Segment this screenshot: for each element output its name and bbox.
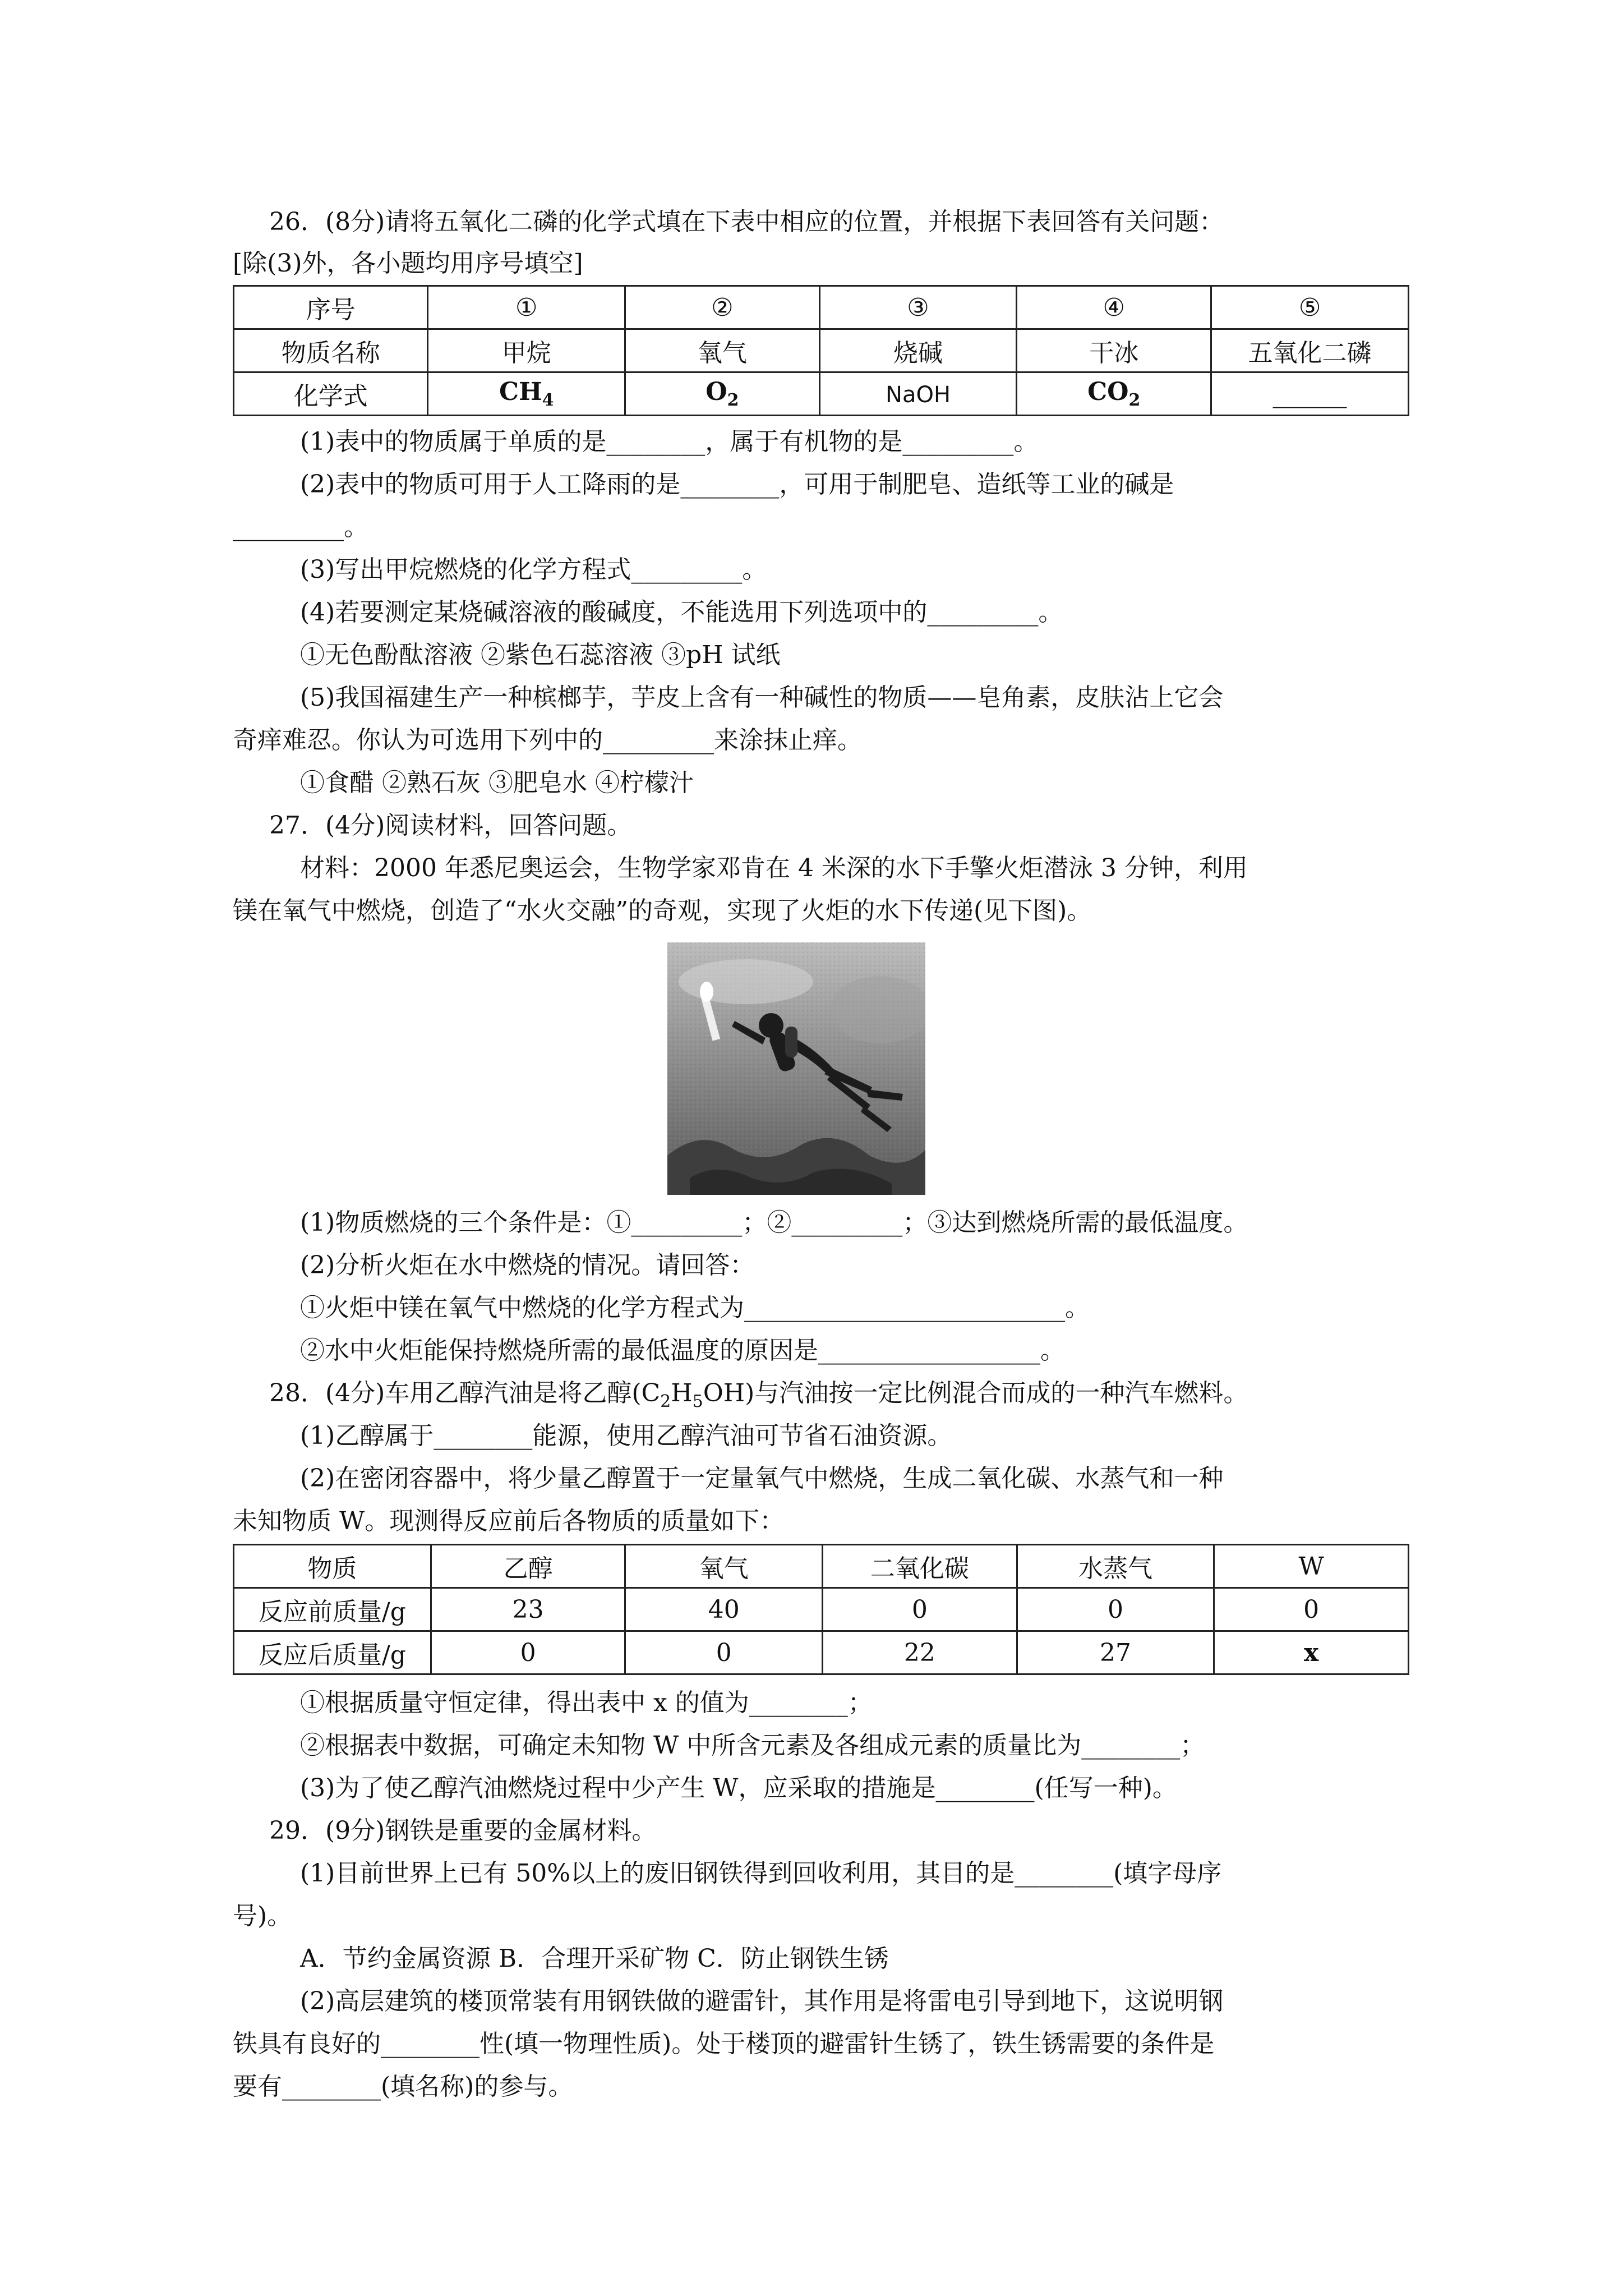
formula-co2: $CO_2$ [1017, 372, 1211, 416]
q26-header-cell: 序号 [234, 286, 428, 329]
q26-name-cell: 物质名称 [234, 329, 428, 372]
q26-p3: (3)写出甲烷燃烧的化学方程式_________。 [300, 555, 767, 584]
q28-after-row [234, 1631, 1409, 1674]
q26-formula-row [234, 372, 1409, 416]
q28-cell: 0 [1017, 1588, 1214, 1631]
q29-p1a: (1)目前世界上已有 50%以上的废旧钢铁得到回收利用，其目的是________(填字母序 [300, 1859, 1222, 1888]
q26-p1: (1)表中的物质属于单质的是________，属于有机物的是_________。 [300, 427, 1039, 456]
q28-header-cell: W [1214, 1545, 1409, 1588]
q28-cell: 0 [625, 1631, 823, 1674]
q28-header-cell: 氧气 [625, 1545, 823, 1588]
q26-header-cell: ② [625, 286, 820, 329]
formula-ch4: $CH_4$ [428, 372, 625, 416]
q27-p2a: ①火炬中镁在氧气中燃烧的化学方程式为__________________________。 [300, 1294, 1090, 1322]
q26-title: 26．(8分)请将五氧化二磷的化学式填在下表中相应的位置，并根据下表回答有关问题： [269, 208, 1224, 236]
q26-p4: (4)若要测定某烧碱溶液的酸碱度，不能选用下列选项中的_________。 [300, 598, 1063, 627]
q26-name-row [234, 329, 1409, 372]
q26-p5-options: ①食醋 ②熟石灰 ③肥皂水 ④柠檬汁 [300, 769, 694, 797]
q27-material-1: 材料：2000 年悉尼奥运会，生物学家邓肯在 4 米深的水下手擎火炬潜泳 3 分钟，利用 [300, 854, 1248, 882]
q28-header-cell: 二氧化碳 [823, 1545, 1017, 1588]
q28-cell: 27 [1017, 1631, 1214, 1674]
q28-header-cell: 物质 [234, 1545, 431, 1588]
q29-p2c: 要有________(填名称)的参与。 [233, 2072, 573, 2101]
q28-p2a: (2)在密闭容器中，将少量乙醇置于一定量氧气中燃烧，生成二氧化碳、水蒸气和一种 [300, 1464, 1224, 1493]
q27-p2b: ②水中火炬能保持燃烧所需的最低温度的原因是__________________。 [300, 1336, 1065, 1365]
q26-header-cell: ① [428, 286, 625, 329]
q27-p2: (2)分析火炬在水中燃烧的情况。请回答： [300, 1251, 755, 1280]
q28-cell: 0 [1214, 1588, 1409, 1631]
q28-p3: (3)为了使乙醇汽油燃烧过程中少产生 W，应采取的措施是________(任写一种)。 [300, 1774, 1177, 1802]
q28-header-cell: 乙醇 [431, 1545, 625, 1588]
q26-name-cell: 干冰 [1017, 329, 1211, 372]
q26-p5b: 奇痒难忍。你认为可选用下列中的_________来涂抹止痒。 [233, 726, 862, 754]
q26-table [233, 285, 1409, 416]
q28-cell: 23 [431, 1588, 625, 1631]
q26-p5a: (5)我国福建生产一种槟榔芋，芋皮上含有一种碱性的物质——皂角素，皮肤沾上它会 [300, 683, 1224, 712]
q26-name-cell: 五氧化二磷 [1211, 329, 1409, 372]
q28-q2: ②根据表中数据，可确定未知物 W 中所含元素及各组成元素的质量比为________； [300, 1731, 1205, 1760]
underwater-torch-photo [667, 942, 925, 1195]
q28-cell: 反应后质量/g [234, 1631, 431, 1674]
q26-header-cell: ③ [819, 286, 1017, 329]
q28-cell: 22 [823, 1631, 1017, 1674]
q27-material-2: 镁在氧气中燃烧，创造了“水火交融”的奇观，实现了火炬的水下传递(见下图)。 [233, 896, 1092, 925]
q28-header-row [234, 1545, 1409, 1588]
q29-title: 29．(9分)钢铁是重要的金属材料。 [269, 1816, 657, 1845]
q26-name-cell: 烧碱 [819, 329, 1017, 372]
formula-o2: $O_2$ [625, 372, 820, 416]
q26-header-row [234, 286, 1409, 329]
q29-p1b: 号)。 [233, 1902, 292, 1930]
q28-p2b: 未知物质 W。现测得反应前后各物质的质量如下： [233, 1507, 785, 1535]
q26-p2a: (2)表中的物质可用于人工降雨的是________，可用于制肥皂、造纸等工业的碱是 [300, 470, 1174, 499]
q28-cell: 反应前质量/g [234, 1588, 431, 1631]
q26-name-cell: 氧气 [625, 329, 820, 372]
q27-p1: (1)物质燃烧的三个条件是：①_________；②_________；③达到燃烧所需的最低温度。 [300, 1208, 1248, 1237]
q26-formula-label: 化学式 [234, 372, 428, 416]
q29-p2a: (2)高层建筑的楼顶常装有用钢铁做的避雷针，其作用是将雷电引导到地下，这说明钢 [300, 1987, 1224, 2016]
q26-p2b: _________。 [233, 513, 368, 541]
q26-note: [除(3)外，各小题均用序号填空] [233, 249, 583, 278]
q28-cell: 0 [823, 1588, 1017, 1631]
q29-p2b: 铁具有良好的________性(填一物理性质)。处于楼顶的避雷针生锈了，铁生锈需要的条件是 [233, 2030, 1215, 2058]
q28-header-cell: 水蒸气 [1017, 1545, 1214, 1588]
q26-p4-options: ①无色酚酞溶液 ②紫色石蕊溶液 ③pH 试纸 [300, 641, 781, 669]
q26-header-cell: ⑤ [1211, 286, 1409, 329]
q28-cell-x: x [1214, 1631, 1409, 1674]
q28-q1: ①根据质量守恒定律，得出表中 x 的值为________； [300, 1688, 873, 1717]
formula-naoh: NaOH [819, 372, 1017, 416]
formula-blank[interactable]: ______ [1211, 372, 1409, 416]
q28-p1: (1)乙醇属于________能源，使用乙醇汽油可节省石油资源。 [300, 1421, 952, 1450]
q28-table [233, 1544, 1409, 1675]
q28-cell: 40 [625, 1588, 823, 1631]
q28-title: 28．(4分)车用乙醇汽油是将乙醇$(C_2H_5OH)$与汽油按一定比例混合而成的一种汽车燃料。 [269, 1379, 1248, 1411]
q28-before-row [234, 1588, 1409, 1631]
q29-options: A．节约金属资源 B．合理开采矿物 C．防止钢铁生锈 [300, 1944, 889, 1973]
q26-header-cell: ④ [1017, 286, 1211, 329]
q27-title: 27．(4分)阅读材料，回答问题。 [269, 811, 632, 840]
q28-cell: 0 [431, 1631, 625, 1674]
q26-name-cell: 甲烷 [428, 329, 625, 372]
